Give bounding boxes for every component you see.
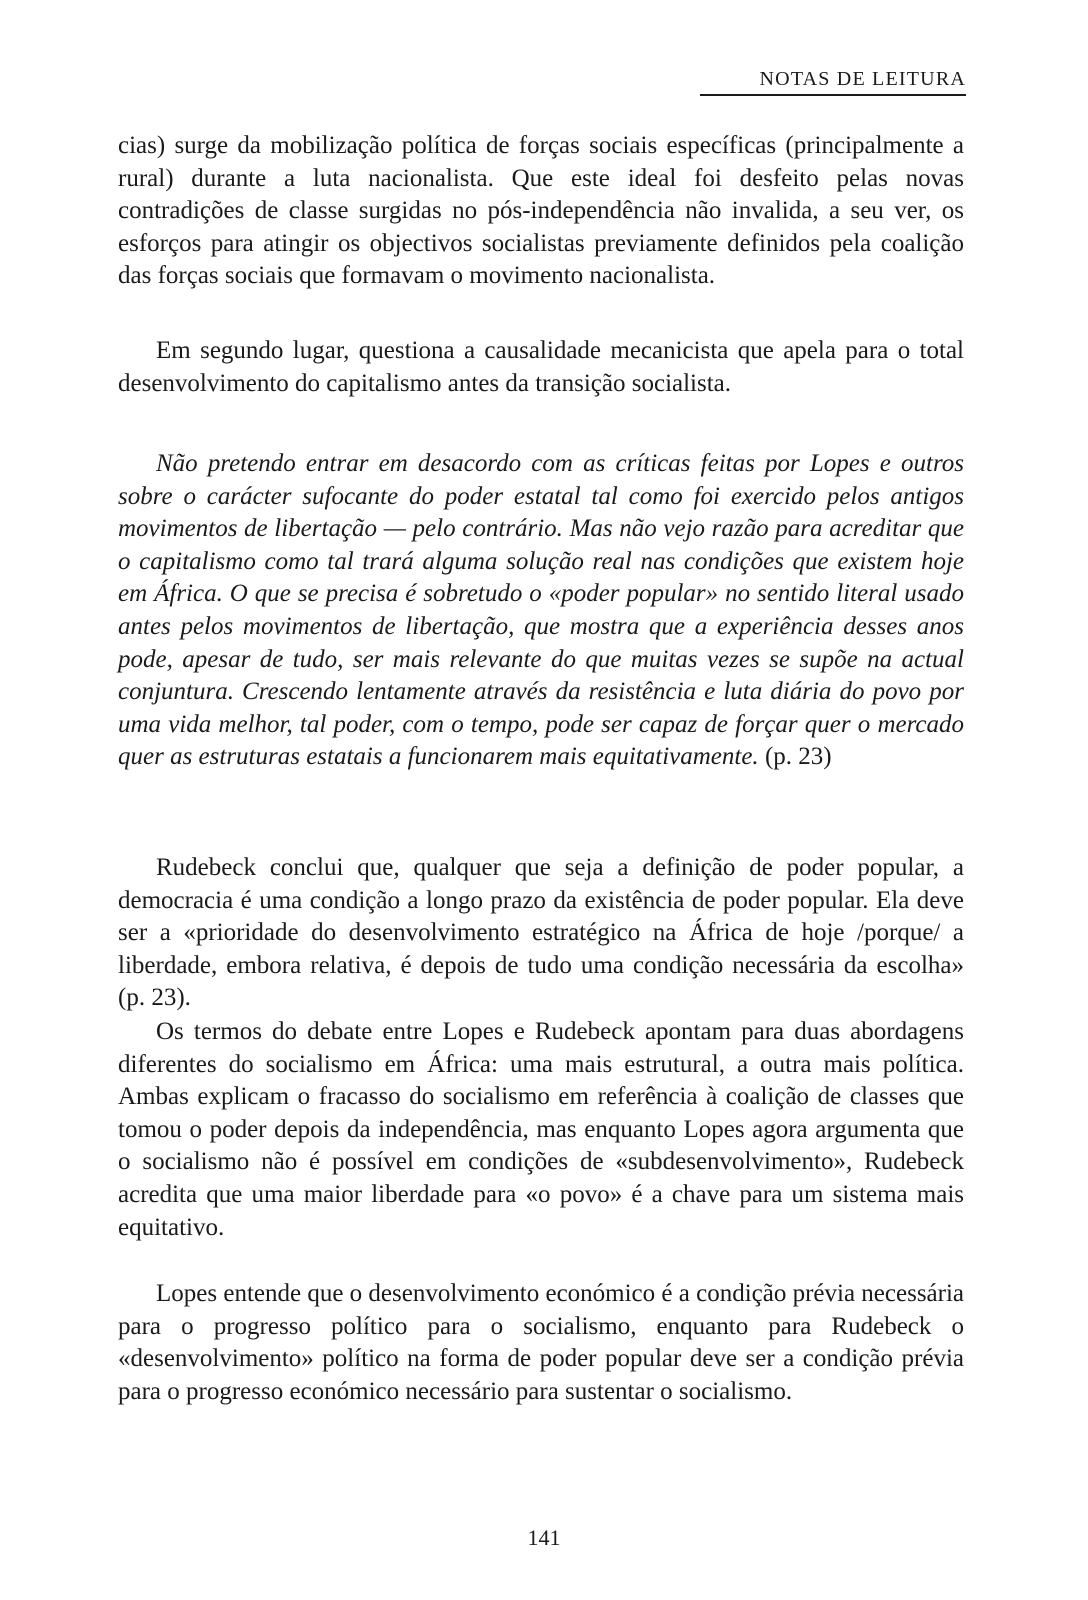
paragraph-text: Lopes entende que o desenvolvimento económico é a condição prévia necessária para o progresso político para o socialismo, enquanto para Rudebeck o «desenvolvimento» político na forma de poder popular deve ser a condição prévia para o progresso económico necessário para sustentar o socialismo.: [118, 1280, 965, 1405]
paragraph-lopes-view: [118, 1278, 964, 1408]
quote-text: Não pretendo entrar em desacordo com as críticas feitas por Lopes e outros sobre o carácter sufocante do poder estatal tal como foi exercido pelos antigos movimentos de libertação — pelo contrário. Mas não vejo razão para acreditar que o capitalismo como tal trará alguma solução real nas condições que existem hoje em África. O que se precisa é sobretudo o «poder popular» no sentido literal usado antes pelos movimentos de libertação, que mostra que a experiência desses anos pode, apesar de tudo, ser mais relevante do que muitas vezes se supõe na actual conjuntura. Crescendo lentamente através da resistência e luta diária do povo por uma vida melhor, tal poder, com o tempo, pode ser capaz de forçar quer o mercado quer as estruturas estatais a funcionarem mais equitativamente.: [118, 450, 964, 771]
paragraph-text: Rudebeck conclui que, qualquer que seja a definição de poder popular, a democracia é uma condição a longo prazo da existência de poder popular. Ela deve ser a «prioridade do desenvolvimento estratégico na África de hoje /porque/ a liberdade, embora relativa, é depois de tudo uma condição necessária da escolha» (p. 23).: [118, 854, 964, 1012]
running-head-title: NOTAS DE LEITURA: [700, 68, 966, 96]
paragraph-debate-terms: [118, 1016, 964, 1244]
paragraph-text: cias) surge da mobilização política de forças sociais específicas (principalmente a rural) durante a luta nacionalista. Que este ideal foi desfeito pelas novas contradições de classe surgidas no pós-independência não invalida, a seu ver, os esforços para atingir os objectivos socialistas previamente definidos pela coalição das forças sociais que formavam o movimento nacionalista.: [118, 132, 964, 290]
page-number: 141: [527, 1525, 561, 1550]
block-quote: [118, 448, 964, 774]
paragraph-text: Os termos do debate entre Lopes e Rudebeck apontam para duas abordagens diferentes do socialismo em África: uma mais estrutural, a outra mais política. Ambas explicam o fracasso do socialismo em referência à coalição de classes que tomou o poder depois da independência, mas enquanto Lopes agora argumenta que o socialismo não é possível em condições de «subdesenvolvimento», Rudebeck acredita que uma maior liberdade para «o povo» é a chave para um sistema mais equitativo.: [118, 1018, 964, 1241]
quote-citation: (p. 23): [758, 743, 832, 771]
paragraph-rudebeck-conclusion: [118, 852, 964, 1015]
paragraph-text: Em segundo lugar, questiona a causalidade mecanicista que apela para o total desenvolvimento do capitalismo antes da transição socialista.: [118, 337, 964, 397]
paragraph-continuation: [118, 130, 964, 293]
paragraph-second-point: [118, 335, 964, 400]
